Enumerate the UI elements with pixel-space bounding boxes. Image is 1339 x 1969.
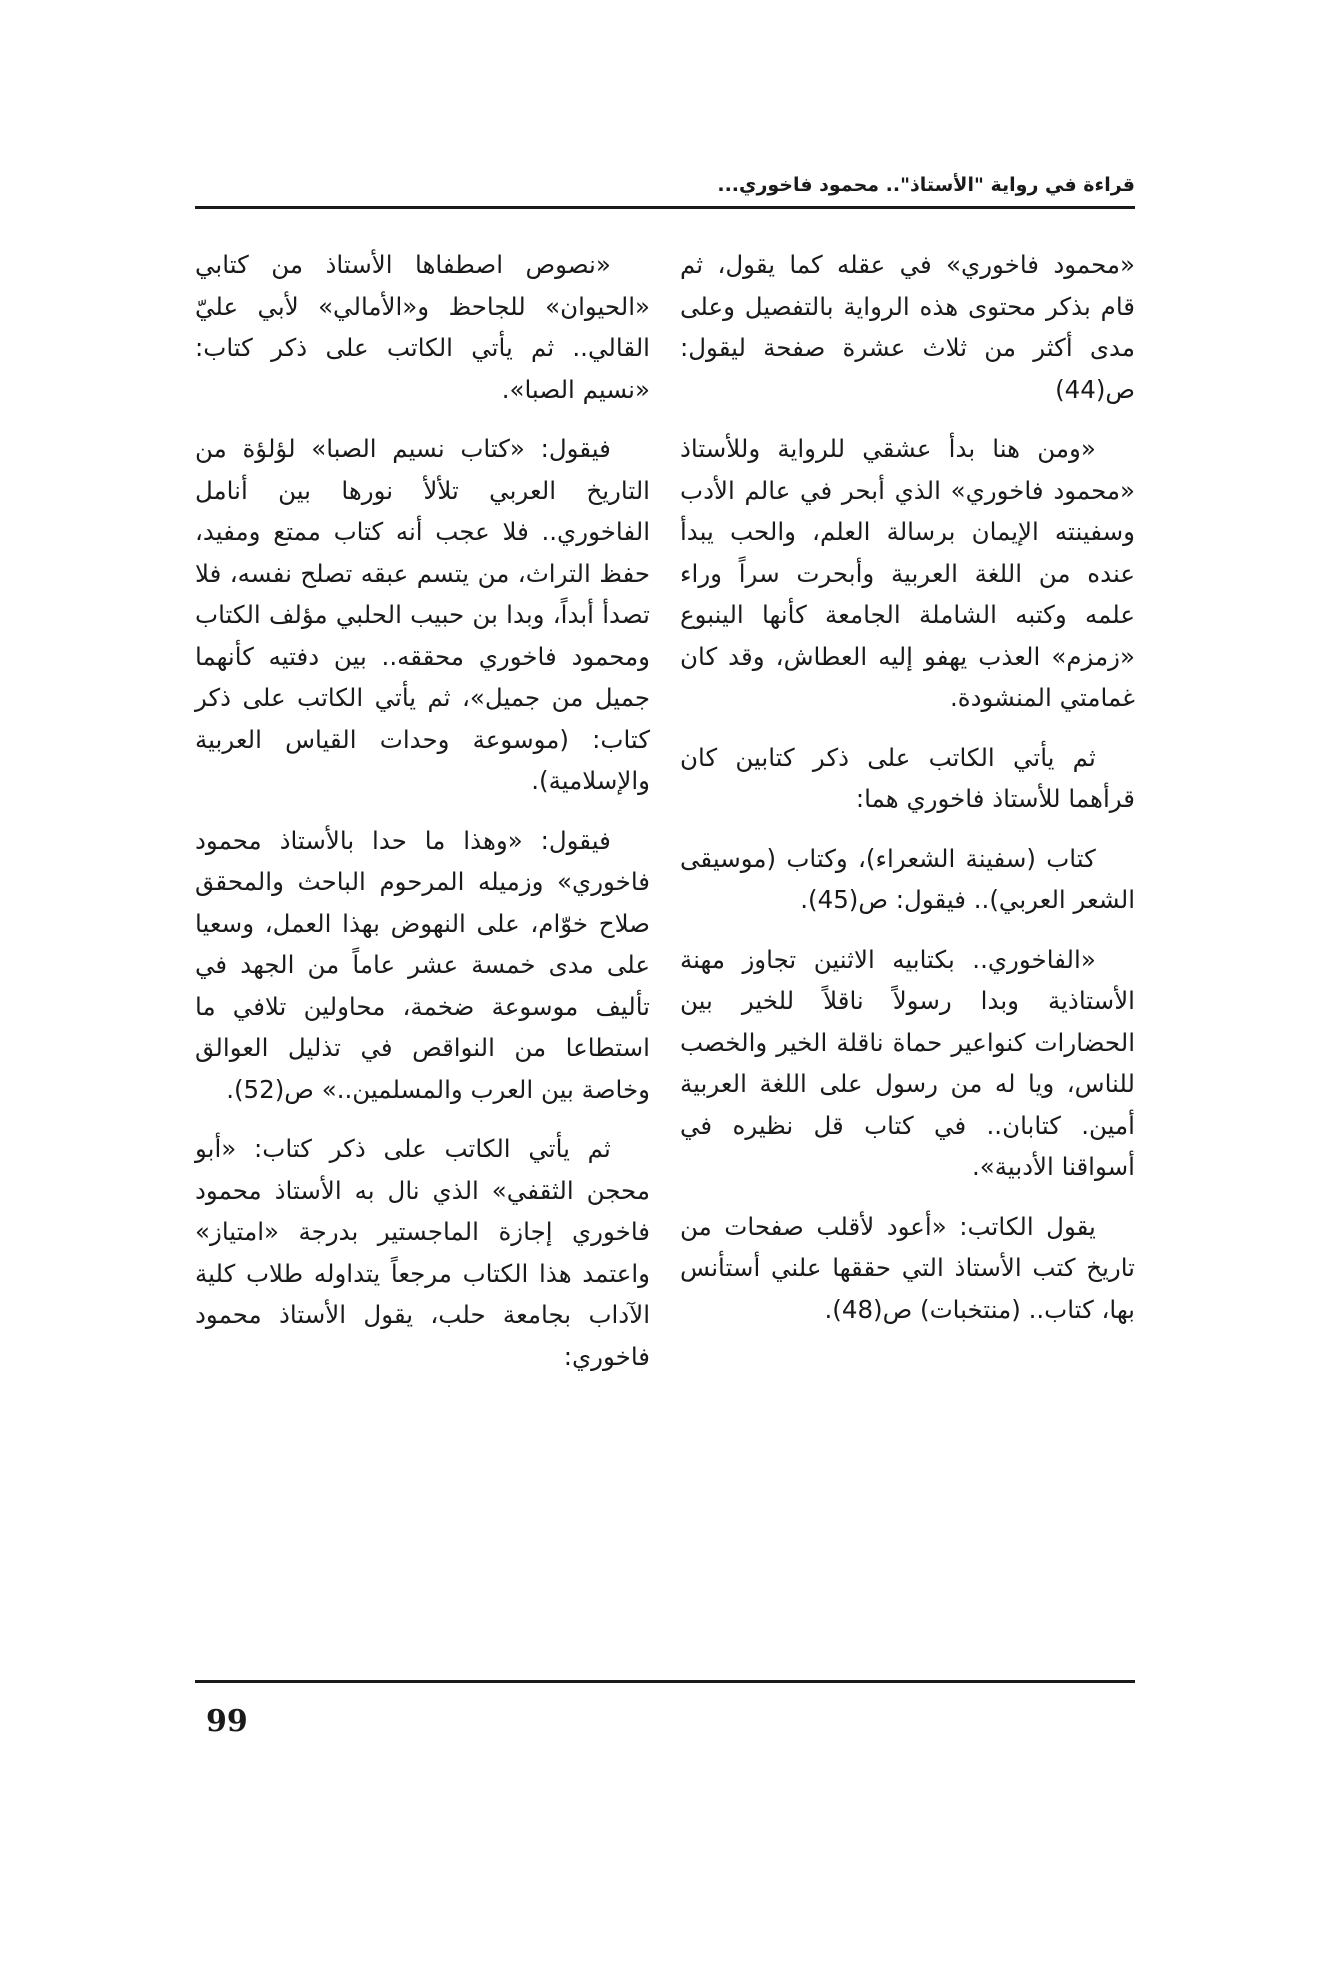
running-header: قراءة في رواية "الأستاذ".. محمود فاخوري... — [717, 174, 1135, 196]
right-column — [680, 244, 1135, 1348]
paragraph: فيقول: «وهذا ما حدا بالأستاذ محمود فاخوري» وزميله المرحوم الباحث والمحقق صلاح خوّام، على النهوض بهذا العمل، وسعيا على مدى خمسة عشر عاماً من الجهد في تأليف موسوعة ضخمة، محاولين تلافي ما استطاعا من النواقص في تذليل العوالق وخاصة بين العرب والمسلمين..» ص(52). — [195, 825, 650, 1104]
paragraph: «محمود فاخوري» في عقله كما يقول، ثم قام بذكر محتوى هذه الرواية بالتفصيل وعلى مدى أكثر من ثلاث عشرة صفحة ليقول: ص(44) — [680, 250, 1135, 404]
header-rule — [195, 206, 1135, 209]
footer-rule — [195, 1680, 1135, 1683]
paragraph: «ومن هنا بدأ عشقي للرواية وللأستاذ «محمود فاخوري» الذي أبحر في عالم الأدب وسفينته الإيمان برسالة العلم، والحب يبدأ عنده من اللغة العربية وأبحرت سراً وراء علمه وكتبه الشاملة الجامعة كأنها الينبوع «زمزم» العذب يهفو إليه العطاش، وقد كان غمامتي المنشودة. — [680, 434, 1135, 712]
paragraph: «الفاخوري.. بكتابيه الاثنين تجاوز مهنة الأستاذية وبدا رسولاً ناقلاً للخير بين الحضارات كنواعير حماة ناقلة الخير والخصب للناس، ويا له من رسول على اللغة العربية أمين. كتابان.. في كتاب قل نظيره في أسواقنا الأدبية». — [680, 944, 1135, 1181]
paragraph: ثم يأتي الكاتب على ذكر كتاب: «أبو محجن الثقفي» الذي نال به الأستاذ محمود فاخوري إجازة الماجستير بدرجة «امتياز» واعتمد هذا الكتاب مرجعاً يتداوله طلاب كلية الآداب بجامعة حلب، يقول الأستاذ محمود فاخوري: — [195, 1134, 650, 1371]
paragraph: ثم يأتي الكاتب على ذكر كتابين كان قرأهما للأستاذ فاخوري هما: — [680, 742, 1135, 813]
paragraph: «نصوص اصطفاها الأستاذ من كتابي «الحيوان» للجاحظ و«الأمالي» لأبي عليّ القالي.. ثم يأتي الكاتب على ذكر كتاب: «نسيم الصبا». — [195, 250, 650, 404]
paragraph: يقول الكاتب: «أعود لأقلب صفحات من تاريخ كتب الأستاذ التي حققها علني أستأنس بها، كتاب.. (منتخبات) ص(48). — [680, 1211, 1135, 1324]
page-number: 99 — [206, 1704, 248, 1739]
left-column — [195, 244, 650, 1395]
paragraph: فيقول: «كتاب نسيم الصبا» لؤلؤة من التاريخ العربي تلألأ نورها بين أنامل الفاخوري.. فلا عجب أنه كتاب ممتع ومفيد، حفظ التراث، من يتسم عبقه تصلح نفسه، فلا تصدأ أبداً، وبدا بن حبيب الحلبي مؤلف الكتاب ومحمود فاخوري محققه.. بين دفتيه كأنهما جميل من جميل»، ثم يأتي الكاتب على ذكر كتاب: (موسوعة وحدات القياس العربية والإسلامية). — [195, 434, 650, 795]
paragraph: كتاب (سفينة الشعراء)، وكتاب (موسيقى الشعر العربي).. فيقول: ص(45). — [680, 843, 1135, 914]
